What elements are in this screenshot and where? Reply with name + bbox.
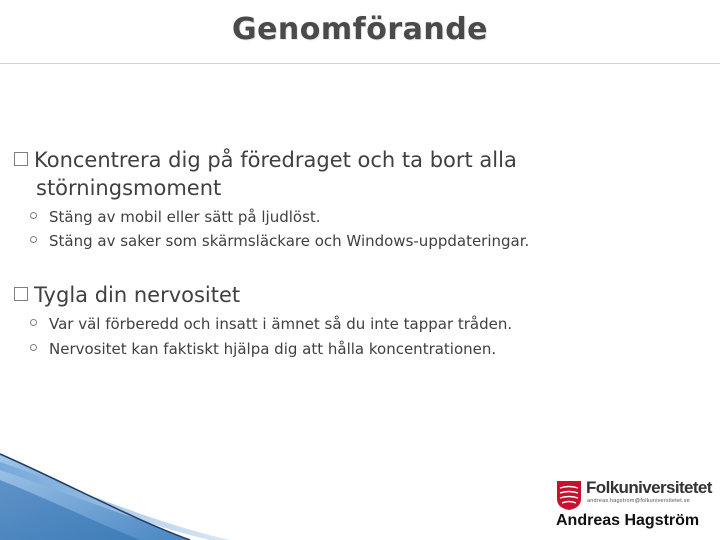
logo-name: Folkuniversitetet — [586, 478, 712, 497]
sub-bullet-text: Var väl förberedd och insatt i ämnet så du inte tappar tråden. — [49, 315, 513, 333]
square-bullet-icon — [14, 287, 28, 301]
sub-bullet-2-1 — [30, 314, 512, 334]
slide-title: Genomförande — [231, 12, 489, 47]
square-bullet-icon — [14, 152, 28, 166]
bullet-1-text-line2: störningsmoment — [36, 176, 222, 200]
bullet-1-text-line1: Koncentrera dig på föredraget och ta bort alla — [34, 148, 517, 172]
folkuniversitetet-logo — [556, 475, 716, 515]
folkuniversitetet-logo-mark-icon — [556, 479, 582, 511]
author-name: Andreas Hagström — [556, 512, 700, 529]
bullet-item-2 — [14, 281, 654, 309]
ring-bullet-icon — [30, 319, 37, 326]
sub-bullet-1-2 — [30, 231, 529, 251]
sub-bullet-1-1 — [30, 207, 321, 227]
title-divider — [0, 63, 720, 64]
sub-bullet-text: Stäng av saker som skärmsläckare och Windows-uppdateringar. — [49, 232, 530, 250]
logo-email: andreas.hagstrom@folkuniversitetet.se — [587, 498, 690, 504]
bullet-item-1 — [14, 146, 654, 202]
sub-bullet-text: Nervositet kan faktiskt hjälpa dig att hålla koncentrationen. — [49, 340, 497, 358]
ring-bullet-icon — [30, 212, 37, 219]
decorative-swoosh — [0, 440, 260, 540]
sub-bullet-2-2 — [30, 339, 496, 359]
sub-bullet-text: Stäng av mobil eller sätt på ljudlöst. — [49, 208, 321, 226]
ring-bullet-icon — [30, 344, 37, 351]
bullet-2-text-line1: Tygla din nervositet — [34, 283, 241, 307]
ring-bullet-icon — [30, 236, 37, 243]
